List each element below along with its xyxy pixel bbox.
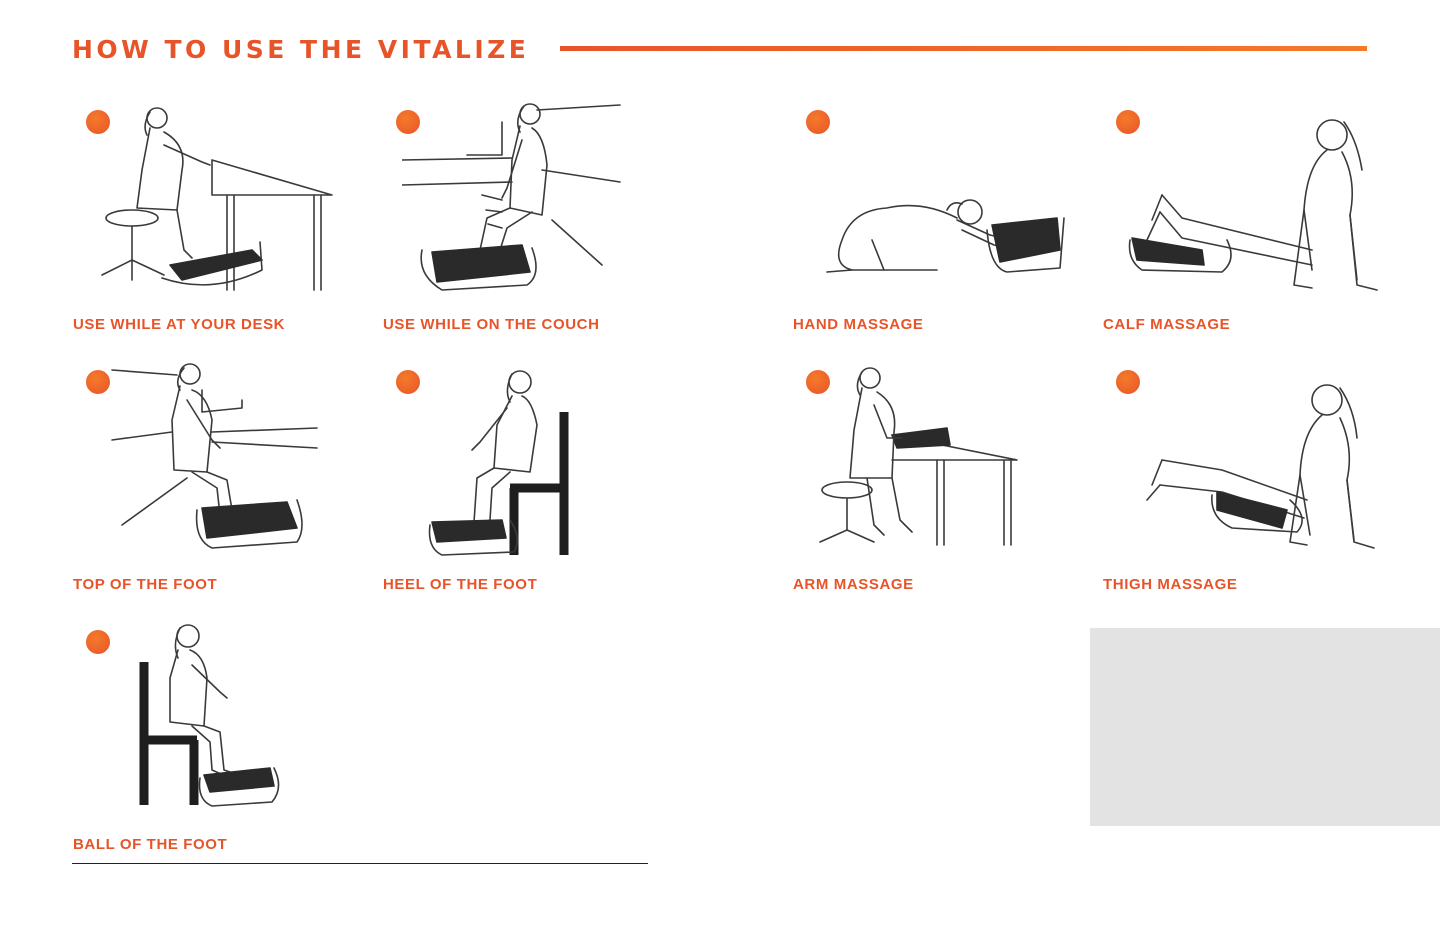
step-card-hand [792, 100, 1082, 335]
woman-seated-on-couch-illustration [402, 100, 662, 300]
step-label: USE WHILE AT YOUR DESK [73, 316, 286, 333]
step-label: USE WHILE ON THE COUCH [383, 316, 600, 333]
woman-on-chair-ball-of-foot-illustration [92, 620, 352, 820]
step-card-top-foot [72, 360, 362, 595]
woman-at-desk-arms-on-massager-illustration [812, 360, 1072, 560]
woman-on-chair-heel-illustration [402, 360, 662, 560]
footer-rule [72, 863, 648, 864]
step-label: ARM MASSAGE [793, 576, 914, 593]
step-card-desk [72, 100, 362, 335]
step-label: THIGH MASSAGE [1103, 576, 1238, 593]
step-card-heel [382, 360, 672, 595]
step-card-thigh [1102, 360, 1392, 595]
step-label: BALL OF THE FOOT [73, 836, 228, 853]
step-card-couch [382, 100, 672, 335]
page-title: HOW TO USE THE VITALIZE [72, 35, 530, 64]
woman-seated-at-desk-illustration [92, 100, 352, 300]
step-card-ball-foot [72, 620, 362, 855]
step-label: HEEL OF THE FOOT [383, 576, 538, 593]
note-panel [1090, 628, 1440, 826]
step-card-calf [1102, 100, 1392, 335]
step-label: CALF MASSAGE [1103, 316, 1231, 333]
woman-kneeling-hands-on-massager-illustration [812, 100, 1072, 300]
woman-thighs-on-massager-illustration [1122, 360, 1382, 560]
title-accent-rule [560, 46, 1367, 51]
woman-calves-on-massager-illustration [1122, 100, 1382, 300]
step-card-arm [792, 360, 1082, 595]
step-label: HAND MASSAGE [793, 316, 924, 333]
woman-on-couch-top-of-foot-illustration [92, 360, 352, 560]
step-label: TOP OF THE FOOT [73, 576, 218, 593]
